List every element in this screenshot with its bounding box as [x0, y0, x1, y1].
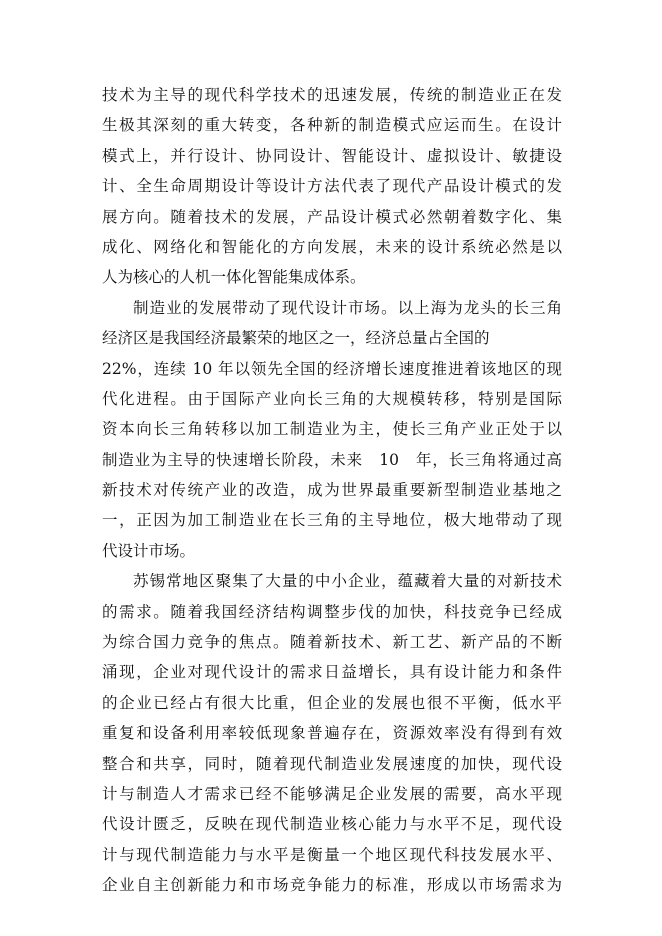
- text-line: 制造业的发展带动了现代设计市场。以上海为龙头的长三角: [133, 298, 562, 317]
- text-line: 重复和设备利用率较低现象普遍存在，资源效率没有得到有效: [102, 724, 562, 743]
- text-line: 的需求。随着我国经济结构调整步伐的加快，科技竞争已经成: [102, 602, 562, 621]
- text-line: 经济区是我国经济最繁荣的地区之一，经济总量占全国的: [102, 329, 490, 348]
- body-text: [102, 80, 562, 901]
- text-line: 22%，连续 10 年以领先全国的经济增长速度推进着该地区的现: [102, 359, 562, 378]
- text-line: 代化进程。由于国际产业向长三角的大规模转移，特别是国际: [102, 389, 562, 408]
- text-line: 人为核心的人机一体化智能集成体系。: [102, 268, 366, 287]
- text-line: 新技术对传统产业的改造，成为世界最重要新型制造业基地之: [102, 481, 562, 500]
- text-line: 为综合国力竞争的焦点。随着新技术、新工艺、新产品的不断: [102, 633, 562, 652]
- text-line: 计与制造人才需求已经不能够满足企业发展的需要，高水平现: [102, 784, 562, 803]
- text-line: 整合和共享，同时，随着现代制造业发展速度的加快，现代设: [102, 754, 562, 773]
- text-line: 资本向长三角转移以加工制造业为主，使长三角产业正处于以: [102, 420, 562, 439]
- text-line: 涌现，企业对现代设计的需求日益增长，具有设计能力和条件: [102, 663, 562, 682]
- text-line: 代设计市场。: [102, 541, 196, 560]
- text-line: 生极其深刻的重大转变，各种新的制造模式应运而生。在设计: [102, 116, 562, 135]
- text-line: 计、全生命周期设计等设计方法代表了现代产品设计模式的发: [102, 177, 562, 196]
- text-line: 苏锡常地区聚集了大量的中小企业，蕴藏着大量的对新技术: [133, 572, 562, 591]
- text-line: 模式上，并行设计、协同设计、智能设计、虚拟设计、敏捷设: [102, 146, 562, 165]
- text-line: 展方向。随着技术的发展，产品设计模式必然朝着数字化、集: [102, 207, 562, 226]
- text-line: 技术为主导的现代科学技术的迅速发展，传统的制造业正在发: [102, 86, 562, 104]
- text-line: 企业自主创新能力和市场竞争能力的标准，形成以市场需求为: [102, 876, 562, 895]
- text-line: 一，正因为加工制造业在长三角的主导地位，极大地带动了现: [102, 511, 562, 530]
- text-line: 代设计匮乏，反映在现代制造业核心能力与水平不足，现代设: [102, 815, 562, 834]
- text-line: 计与现代制造能力与水平是衡量一个地区现代科技发展水平、: [102, 845, 562, 864]
- text-line: 制造业为主导的快速增长阶段，未来 10 年，长三角将通过高: [102, 450, 562, 469]
- text-line: 的企业已经占有很大比重，但企业的发展也很不平衡，低水平: [102, 693, 562, 712]
- text-line: 成化、网络化和智能化的方向发展，未来的设计系统必然是以: [102, 237, 562, 256]
